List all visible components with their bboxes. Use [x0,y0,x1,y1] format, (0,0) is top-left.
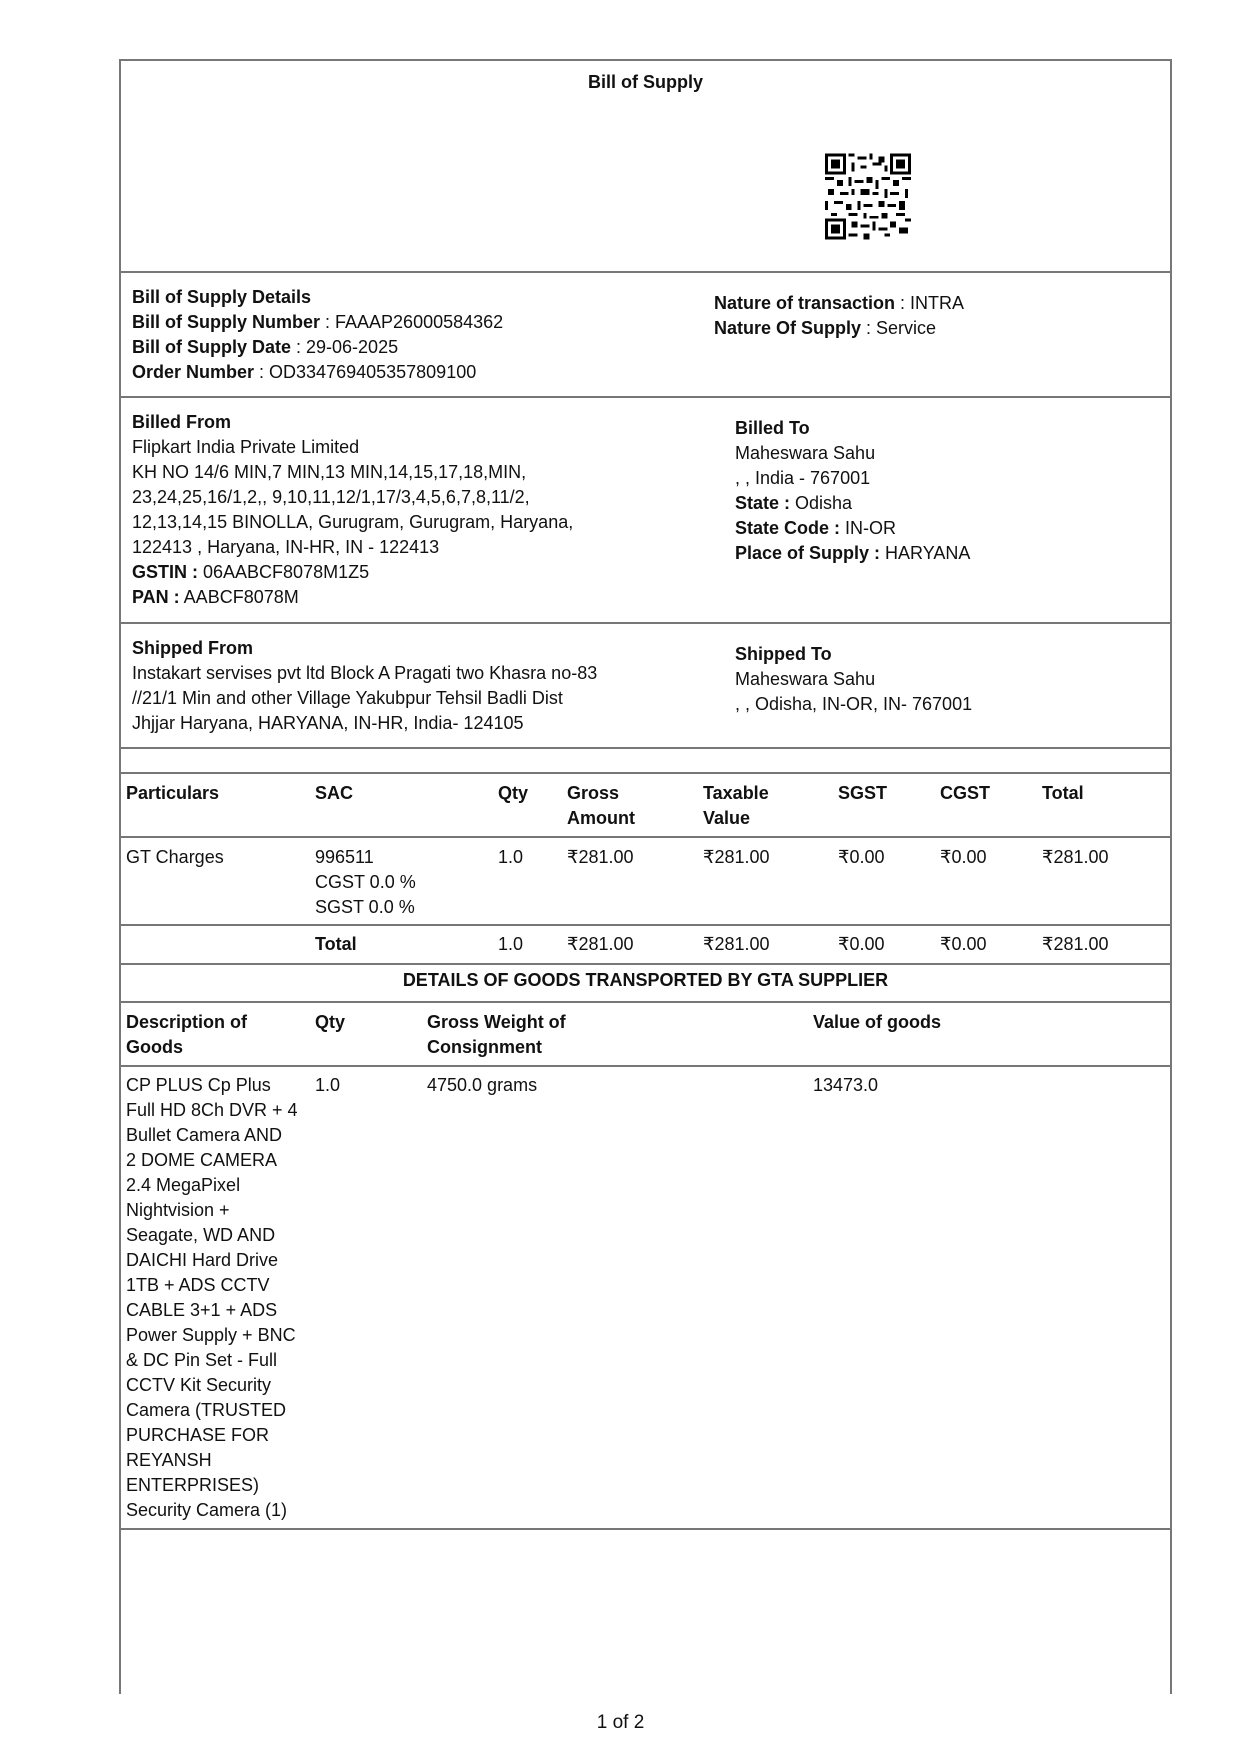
state-label: State : [735,493,791,513]
col-description [126,1010,247,1060]
description-line: CCTV Kit Security [126,1375,272,1395]
bill-number-value: : FAAAP26000584362 [320,312,504,332]
description-line: & DC Pin Set - Full [126,1350,278,1370]
nature-of-supply [714,316,964,341]
bill-number-label: Bill of Supply Number [132,312,321,332]
state-code-value: IN-OR [840,518,897,538]
cell-cgst: ₹0.00 [940,847,987,867]
divider [119,1001,1172,1003]
totals-cgst: ₹0.00 [940,934,987,954]
goods-qty: 1.0 [315,1075,341,1095]
billed-from-address-line: KH NO 14/6 MIN,7 MIN,13 MIN,14,15,17,18,MIN, [132,462,527,482]
bill-number [132,310,503,335]
divider [119,924,1172,926]
shipped-from-address-line: Instakart servises pvt ltd Block A Pragati two Khasra no-83 [132,663,598,683]
col-taxable-line2: Value [703,808,751,828]
divider [119,747,1172,749]
totals-gross: ₹281.00 [567,934,634,954]
nature-supply-value: : Service [861,318,937,338]
sac-sgst: SGST 0.0 % [315,897,415,917]
divider [119,1065,1172,1067]
description-line: Camera (TRUSTED [126,1400,287,1420]
goods-value: 13473.0 [813,1075,879,1095]
shipped-from-heading: Shipped From [132,638,253,658]
col-weight-line1: Gross Weight of [427,1012,566,1032]
divider [119,271,1172,273]
totals-taxable: ₹281.00 [703,934,770,954]
col-gross-amount [567,781,635,831]
description-line: 1TB + ADS CCTV [126,1275,270,1295]
billed-to-heading: Billed To [735,418,810,438]
page-indicator: 1 of 2 [596,1712,645,1733]
cell-total: ₹281.00 [1042,847,1109,867]
sac-code: 996511 [315,847,374,867]
nature-txn-value: : INTRA [895,293,965,313]
billed-from-address-line: 23,24,25,16/1,2,, 9,10,11,12/1,17/3,4,5,6,7,8,11/2, [132,487,530,507]
col-qty: Qty [498,783,529,803]
divider [119,396,1172,398]
goods-weight: 4750.0 grams [427,1075,538,1095]
divider [119,963,1172,965]
billed-from-address-line: 12,13,14,15 BINOLLA, Gurugram, Gurugram, Haryana, [132,512,574,532]
place-of-supply-value: HARYANA [880,543,971,563]
divider [119,1528,1172,1530]
col-sac: SAC [315,783,354,803]
col-weight-line2: Consignment [427,1037,542,1057]
cell-qty: 1.0 [498,847,524,867]
billed-from-heading: Billed From [132,412,232,432]
totals-total: ₹281.00 [1042,934,1109,954]
bill-date-label: Bill of Supply Date [132,337,292,357]
cell-sac [315,845,416,920]
description-line: 2.4 MegaPixel [126,1175,241,1195]
col-description-line2: Goods [126,1037,183,1057]
pan-label: PAN : [132,587,180,607]
description-line: REYANSH [126,1450,212,1470]
col-cgst: CGST [940,783,991,803]
description-line: CABLE 3+1 + ADS [126,1300,278,1320]
col-goods-qty: Qty [315,1012,346,1032]
shipped-to-address: , , Odisha, IN-OR, IN- 767001 [735,694,973,714]
totals-qty: 1.0 [498,934,524,954]
description-line: 2 DOME CAMERA [126,1150,278,1170]
totals-sgst: ₹0.00 [838,934,885,954]
cell-particulars: GT Charges [126,847,224,867]
bill-date-value: : 29-06-2025 [291,337,399,357]
col-sgst: SGST [838,783,888,803]
col-taxable-value [703,781,769,831]
billed-to-address: , , India - 767001 [735,468,871,488]
billed-to-name: Maheswara Sahu [735,443,876,463]
shipped-to-heading: Shipped To [735,644,832,664]
qr-code-icon [825,153,911,240]
description-line: Nightvision + [126,1200,230,1220]
description-line: PURCHASE FOR [126,1425,270,1445]
nature-details [714,291,964,341]
pan [132,585,573,610]
description-line: Bullet Camera AND [126,1125,283,1145]
shipped-from-address-line: Jhjjar Haryana, HARYANA, IN-HR, India- 124105 [132,713,524,733]
totals-label: Total [315,934,357,954]
divider [119,622,1172,624]
col-total: Total [1042,783,1084,803]
cell-gross: ₹281.00 [567,847,634,867]
state-value: Odisha [790,493,853,513]
order-number-value: : OD334769405357809100 [254,362,477,382]
gstin-label: GSTIN : [132,562,198,582]
col-taxable-line1: Taxable [703,783,769,803]
col-gross-line2: Amount [567,808,635,828]
description-line: Power Supply + BNC [126,1325,296,1345]
shipped-to [735,642,972,717]
place-of-supply [735,541,970,566]
cell-sgst: ₹0.00 [838,847,885,867]
order-number [132,360,503,385]
gta-section-title: DETAILS OF GOODS TRANSPORTED BY GTA SUPPLIER [402,970,889,990]
divider [119,772,1172,774]
cell-taxable: ₹281.00 [703,847,770,867]
divider [119,836,1172,838]
description-line: DAICHI Hard Drive [126,1250,279,1270]
description-line: ENTERPRISES) [126,1475,260,1495]
nature-txn-label: Nature of transaction [714,293,896,313]
nature-supply-label: Nature Of Supply [714,318,862,338]
bill-date [132,335,503,360]
billed-to [735,416,970,566]
col-gross-line1: Gross [567,783,620,803]
col-particulars: Particulars [126,783,220,803]
shipped-to-name: Maheswara Sahu [735,669,876,689]
billed-from [132,410,573,610]
billed-to-state-code [735,516,970,541]
gstin-value: 06AABCF8078M1Z5 [198,562,370,582]
shipped-from-address-line: //21/1 Min and other Village Yakubpur Tehsil Badli Dist [132,688,563,708]
sac-cgst: CGST 0.0 % [315,872,416,892]
billed-from-name: Flipkart India Private Limited [132,437,360,457]
description-line: Seagate, WD AND [126,1225,276,1245]
supply-details [132,285,503,385]
billed-from-address-line: 122413 , Haryana, IN-HR, IN - 122413 [132,537,440,557]
col-value-of-goods: Value of goods [813,1012,942,1032]
billed-to-state [735,491,970,516]
shipped-from [132,636,597,736]
document-title: Bill of Supply [588,72,703,92]
pan-value: AABCF8078M [179,587,299,607]
description-line: Security Camera (1) [126,1500,288,1520]
place-of-supply-label: Place of Supply : [735,543,881,563]
col-gross-weight [427,1010,566,1060]
description-line: CP PLUS Cp Plus [126,1075,271,1095]
nature-of-transaction [714,291,964,316]
col-description-line1: Description of [126,1012,248,1032]
gstin [132,560,573,585]
description-line: Full HD 8Ch DVR + 4 [126,1100,298,1120]
details-heading: Bill of Supply Details [132,287,312,307]
order-number-label: Order Number [132,362,255,382]
state-code-label: State Code : [735,518,841,538]
goods-description [126,1073,298,1523]
